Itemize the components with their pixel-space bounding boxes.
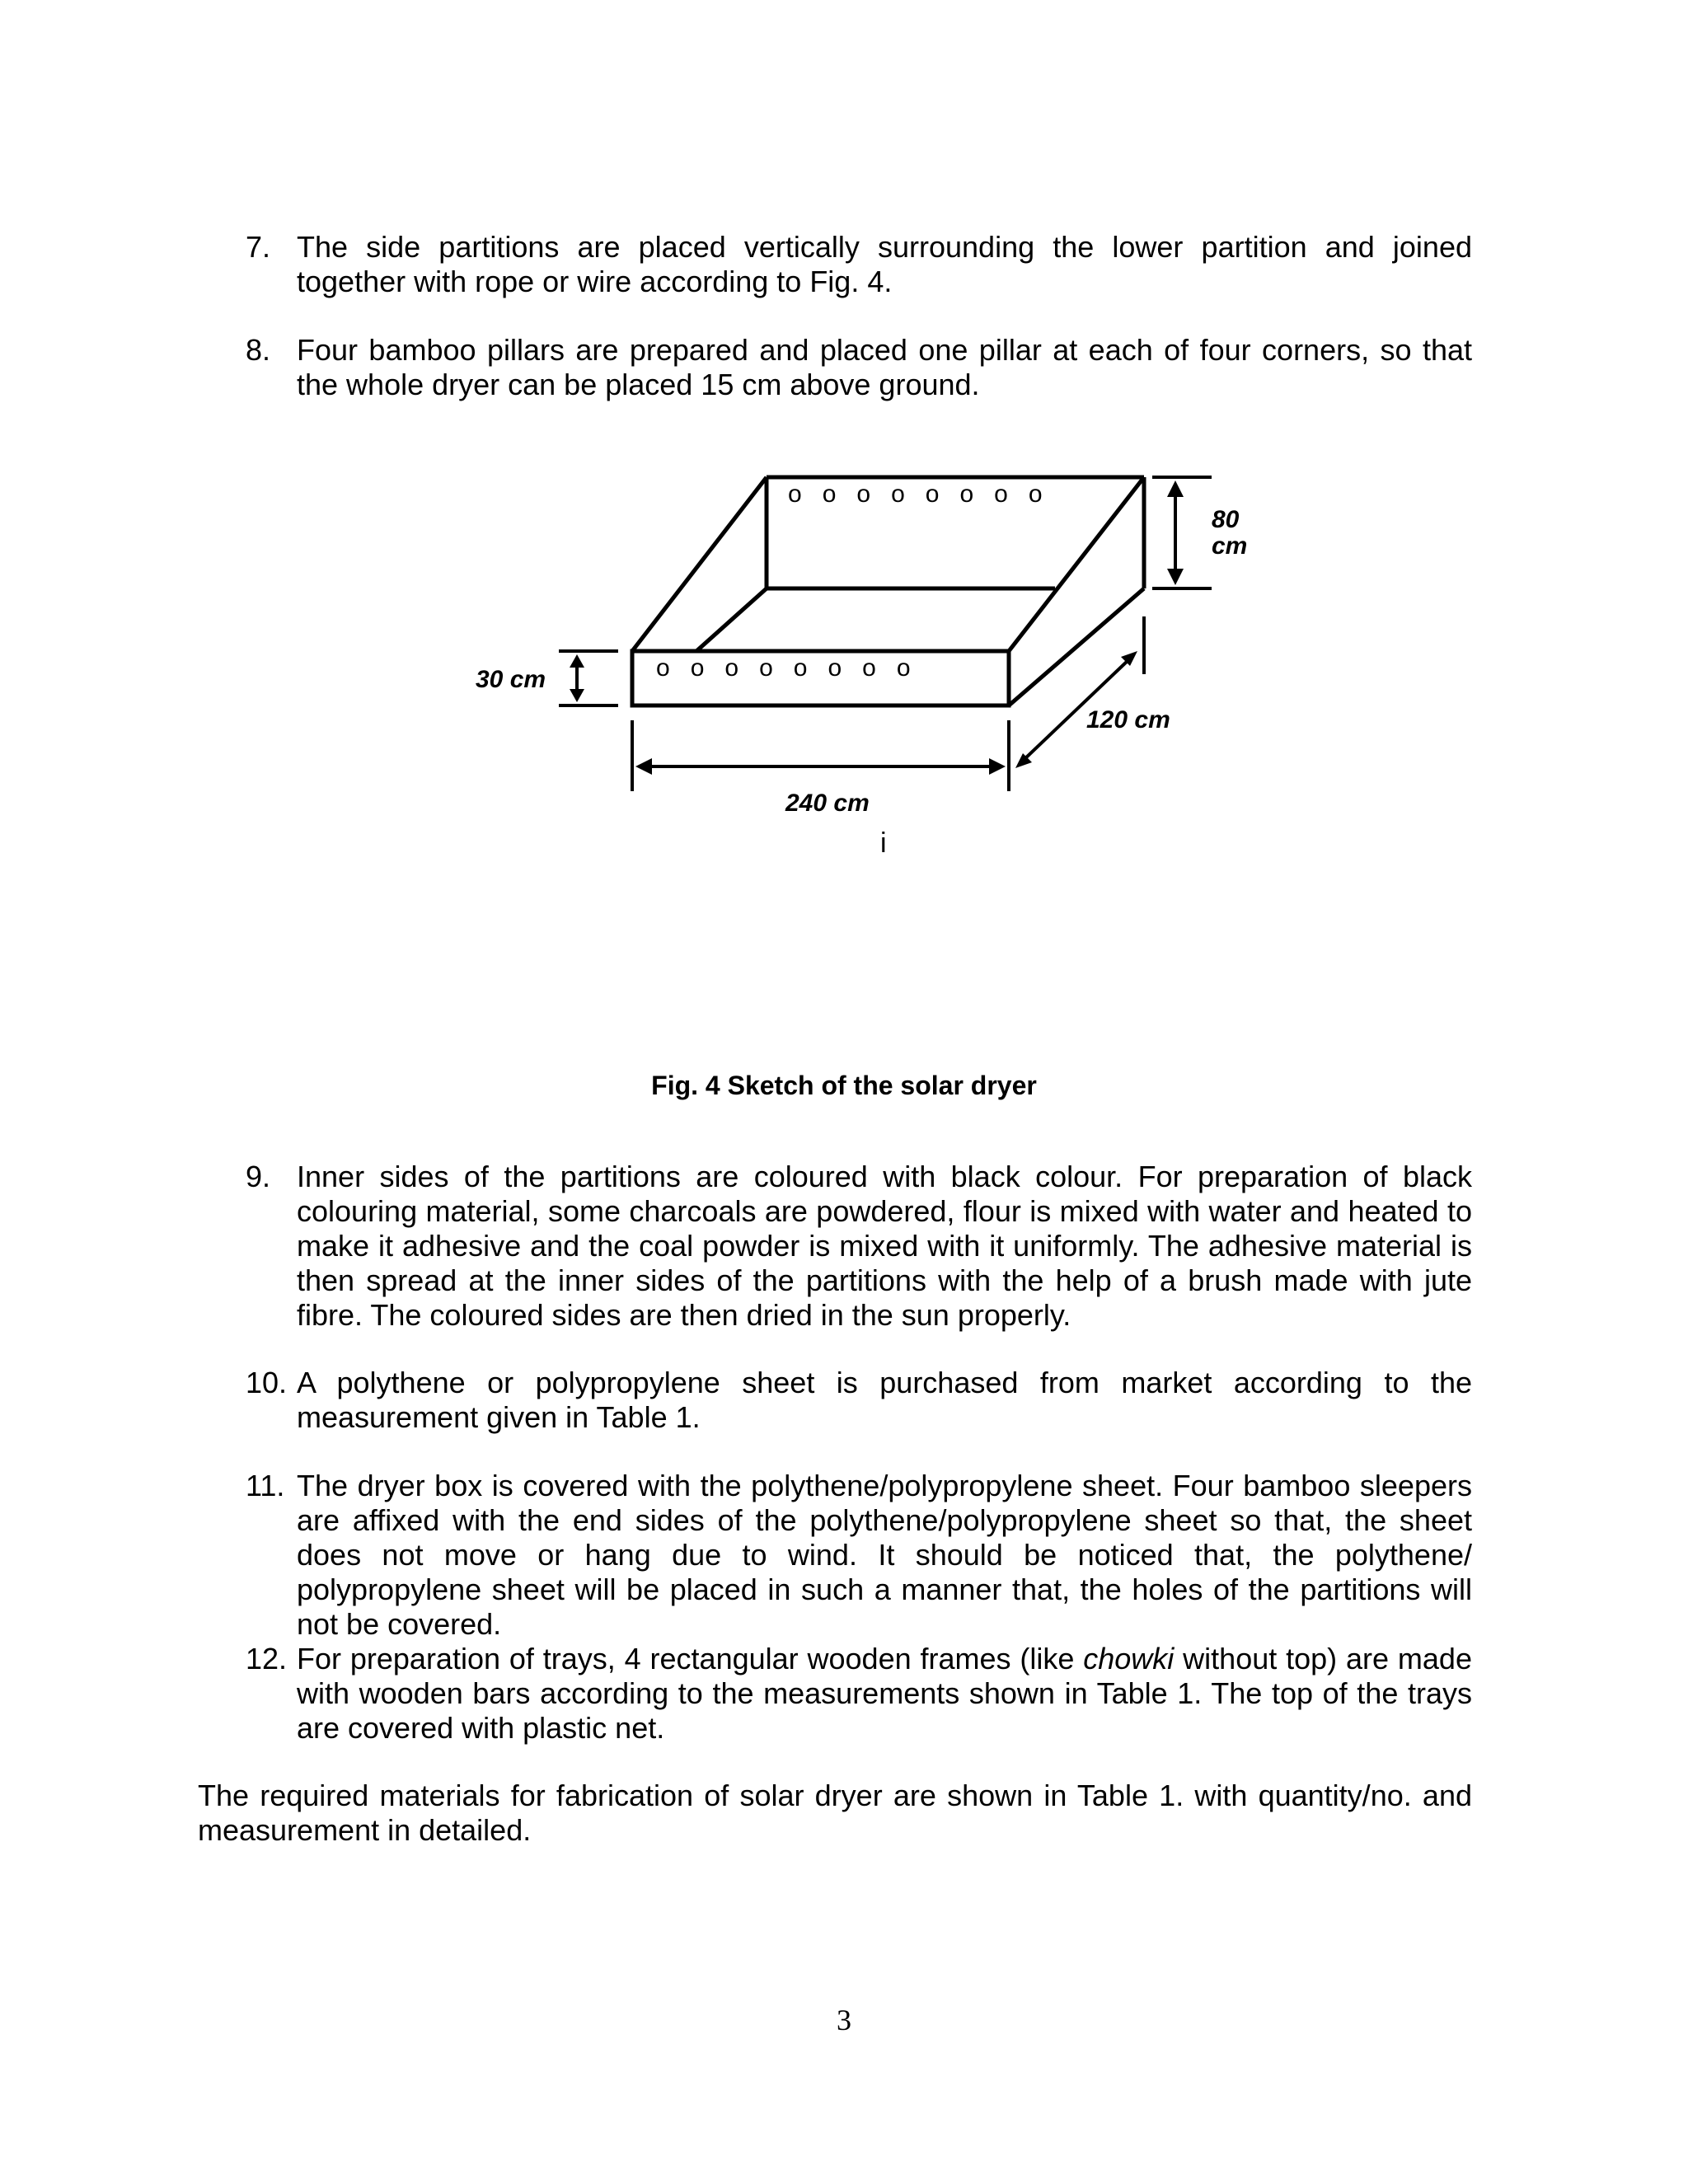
list-number: 12. [246, 1642, 288, 1675]
list-text: A polythene or polypropylene sheet is purchased from market according to the measurement given in Table 1. [297, 1366, 1472, 1434]
italic-term: chowki [1083, 1642, 1175, 1675]
length-dimension [632, 720, 1009, 791]
side-height-label: 30 cm [476, 666, 546, 693]
list-number: 8. [246, 333, 271, 367]
list-number: 7. [246, 230, 271, 264]
list-number: 11. [246, 1469, 285, 1502]
front-partition-holes: o o o o o o o o [656, 654, 911, 682]
depth-dimension [1009, 616, 1144, 791]
list-text: For preparation of trays, 4 rectangular wooden frames (like chowki without top) are made with wooden bars according to the measurements shown in Table 1. The top of the trays are covered with plastic net. [297, 1642, 1472, 1745]
length-label: 240 cm [785, 790, 870, 817]
inner-left-slant [696, 588, 767, 651]
list-number: 10. [246, 1366, 288, 1399]
closing-paragraph: The required materials for fabrication of solar dryer are shown in Table 1. with quantity/no. and measurement in detailed. [198, 1779, 1472, 1847]
depth-label: 120 cm [1086, 706, 1170, 733]
stray-mark: i [880, 827, 887, 859]
list-text: Inner sides of the partitions are coloured with black colour. For preparation of black colouring material, some charcoals are powdered, flour is mixed with water and heated to make it adhesive and the coal powder is mixed with it uniformly. The adhesive material is then spread at the inner sides of the partitions with the help of a brush made with jute fibre. The coloured sides are then dried in the sun properly. [297, 1160, 1472, 1332]
list-text: The dryer box is covered with the polythene/polypropylene sheet. Four bamboo sleepers are affixed with the end sides of the polythene/polypropylene sheet so that, the sheet does not move or hang due to wind. It should be noticed that, the polythene/ polypropylene sheet will be placed in such a manner that, the holes of the partitions will not be covered. [297, 1469, 1472, 1641]
height-dimension [1152, 477, 1212, 588]
right-bottom-slant [1009, 588, 1144, 705]
page-number: 3 [837, 2004, 851, 2036]
top-partition-holes: o o o o o o o o [788, 480, 1043, 508]
left-top-slant [632, 477, 767, 651]
list-text: The side partitions are placed vertically surrounding the lower partition and joined together with rope or wire according to Fig. 4. [297, 230, 1472, 298]
list-number: 9. [246, 1160, 271, 1193]
figure-caption: Fig. 4 Sketch of the solar dryer [651, 1071, 1037, 1100]
height-label: 80 [1212, 506, 1240, 533]
height-unit-label: cm [1212, 532, 1248, 560]
solar-dryer-sketch [0, 0, 1688, 907]
list-text: Four bamboo pillars are prepared and placed one pillar at each of four corners, so that the whole dryer can be placed 15 cm above ground. [297, 333, 1472, 401]
side-height-dimension [559, 651, 618, 705]
